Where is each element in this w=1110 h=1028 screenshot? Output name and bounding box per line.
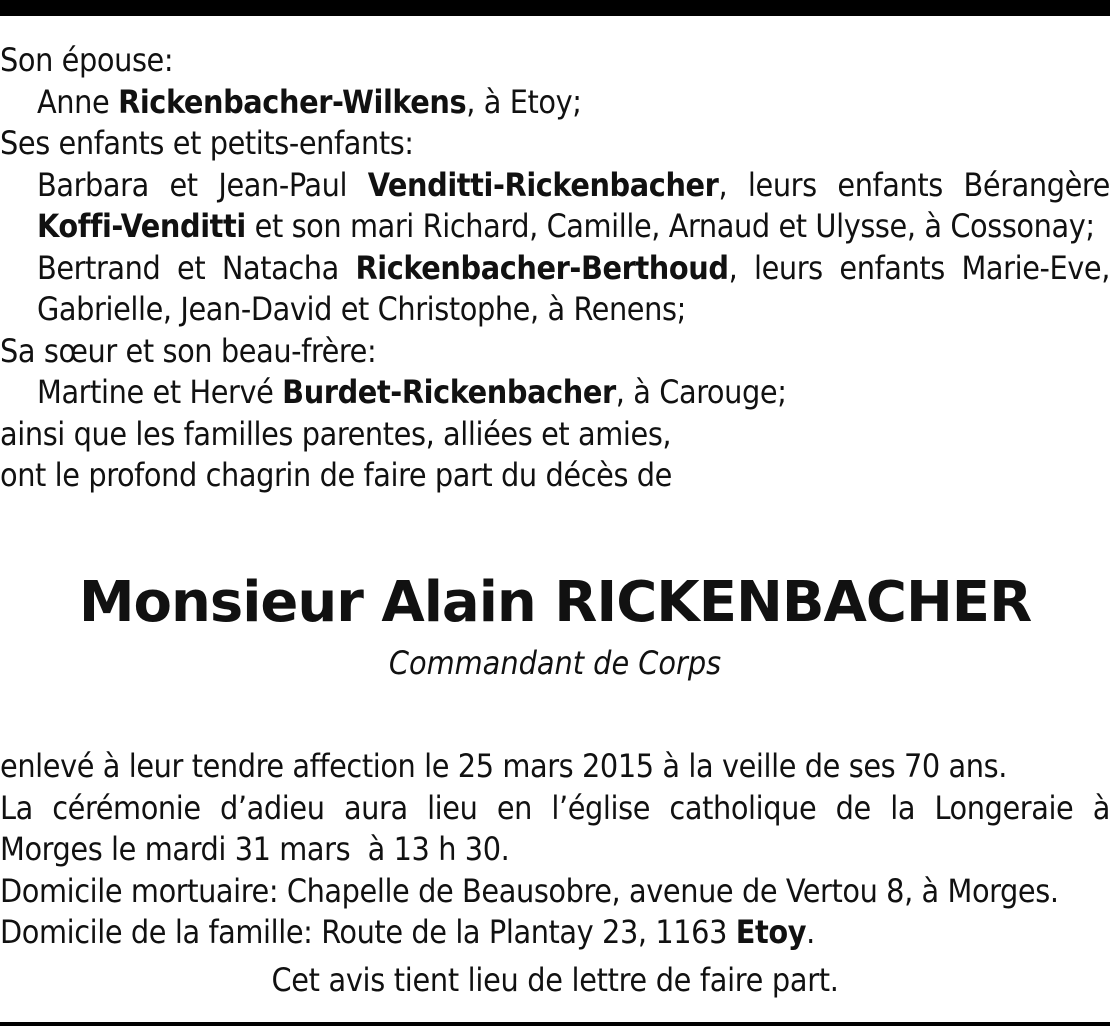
details-line-5 [0,912,1110,954]
deceased-rank: Commandant de Corps [388,644,722,682]
family-address-end: . [806,913,815,951]
ceremony-details [0,746,1110,954]
family-address: Domicile de la famille: Route de la Plantay 23, 1163 [0,913,736,951]
child2-line-2: Gabrielle, Jean-David et Christophe, à Renens; [37,290,686,328]
sister-heading: Sa sœur et son beau-frère: [0,331,377,370]
sister-surname: Burdet-Rickenbacher [282,373,616,411]
child2-rest: , leurs enfants Marie-Eve, [728,248,1110,287]
children-heading: Ses enfants et petits-enfants: [0,124,414,162]
child2-surname: Rickenbacher-Berthoud [355,248,729,287]
sister-place: , à Carouge; [615,373,787,411]
spouse-heading: Son épouse: [0,41,174,79]
child1-surname: Venditti-Rickenbacher [367,165,719,204]
top-border-rule [0,0,1110,16]
spouse-surname: Rickenbacher-Wilkens [118,82,467,121]
family-town: Etoy [735,913,807,951]
notice-line: Cet avis tient lieu de lettre de faire part. [271,961,839,999]
sister-first: Martine et Hervé [37,373,274,411]
details-line-4: Domicile mortuaire: Chapelle de Beausobre, avenue de Vertou 8, à Morges. [0,871,1059,910]
child1-first: Barbara et Jean-Paul [37,165,348,204]
sister-line [0,372,1110,414]
details-line-3: Morges le mardi 31 mars à 13 h 30. [0,830,510,868]
child2-first: Bertrand et Natacha [37,248,339,287]
child2-line [0,248,1110,290]
child1-grand-surname: Koffi-Venditti [37,207,246,245]
spouse-place: , à Etoy; [466,82,582,121]
relatives-line: ainsi que les familles parentes, alliées et amies, [0,414,672,453]
spouse-first: Anne [37,82,110,121]
spouse-line [0,82,1110,124]
child1-rest: , leurs enfants Bérangère [718,165,1110,204]
child1-rest2: et son mari Richard, Camille, Arnaud et Ulysse, à Cossonay; [254,207,1095,245]
details-line-1: enlevé à leur tendre affection le 25 mars 2015 à la veille de ses 70 ans. [0,747,1007,785]
family-list [0,40,1110,497]
bottom-border-rule [0,1022,1110,1026]
child1-line [0,165,1110,207]
child1-line-2 [0,206,1110,248]
announcement-line: ont le profond chagrin de faire part du décès de [0,456,673,494]
details-line-2: La cérémonie d’adieu aura lieu en l’église catholique de la Longeraie à [0,788,1110,827]
deceased-name: Monsieur Alain RICKENBACHER [78,570,1032,635]
